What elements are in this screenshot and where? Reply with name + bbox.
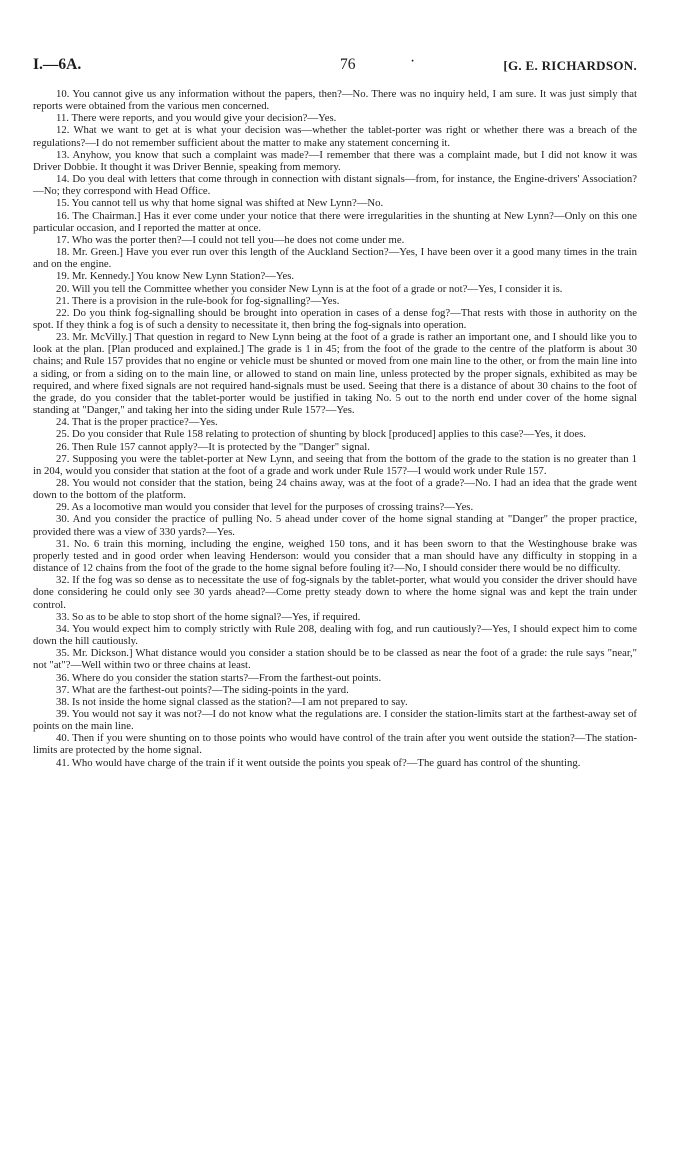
testimony-paragraph: 15. You cannot tell us why that home signal was shifted at New Lynn?—No.: [56, 197, 384, 210]
testimony-paragraph: 39. You would not say it was not?—I do not know what the regulations are. I consider the station-limits start at the farthest-away set of points on the main line.: [33, 707, 637, 733]
testimony-paragraph: 23. Mr. McVilly.] That question in regard to New Lynn being at the foot of a grade is rather an important one, and I should like you to look at the plan. [Plan produced and explained.] The grade is 1 in 45; from the foot of the grade to the centre of the platform is about 30 chains; and Rule 157 provides that no engine or vehicle must be shunted or moved from one main line to the other, or from the main line into a siding, or from a siding on to the main line, or allowed to stand on main line, unless protected by the proper signals, exhibited as may be required, and where fixed signals are not required hand-signals must be used. Seeing that there is a distance of about 30 chains to the foot of the grade, do you consider that the tablet-porter would be justified in taking No. 5 out to the north end under cover of the home signal standing at "Danger," and taking her into the siding under Rule 157?—Yes.: [33, 331, 637, 417]
testimony-paragraph: 20. Will you tell the Committee whether you consider New Lynn is at the foot of a grade or not?—Yes, I consider it is.: [56, 282, 563, 295]
testimony-paragraph: 11. There were reports, and you would give your decision?—Yes.: [56, 112, 337, 125]
witness-name: [G. E. RICHARDSON.: [503, 58, 637, 73]
testimony-paragraph: 38. Is not inside the home signal classed as the station?—I am not prepared to say.: [56, 695, 408, 708]
testimony-paragraph: 34. You would expect him to comply strictly with Rule 208, dealing with fog, and run cautiously?—Yes, I should expect him to come down the hill cautiously.: [33, 622, 637, 648]
testimony-paragraph: 36. Where do you consider the station starts?—From the farthest-out points.: [56, 671, 382, 684]
testimony-paragraph: 40. Then if you were shunting on to those points who would have control of the train after you went outside the station?—The station-limits are protected by the home signal.: [33, 732, 637, 757]
testimony-paragraph: 32. If the fog was so dense as to necessitate the use of fog-signals by the tablet-porter, what would you consider the driver should have done considering he could only see 30 yards ahead?—Come pretty steady down to where the home signal was and kept the train under control.: [33, 574, 637, 611]
testimony-paragraph: 28. You would not consider that the station, being 24 chains away, was at the foot of a grade?—No. I had an idea that the grade went down to the bottom of the platform.: [33, 477, 637, 502]
document-reference: I.—6A.: [33, 56, 82, 73]
testimony-paragraph: 31. No. 6 train this morning, including the engine, weighed 150 tons, and it has been sworn to that the Westinghouse brake was properly tested and in good order when leaving Henderson: would you consider that a man should have any difficulty in stopping in a distance of 12 chains from the foot of the grade to the home signal before fouling it?—No, I should consider there would be no difficulty.: [33, 537, 637, 575]
testimony-paragraph: 18. Mr. Green.] Have you ever run over this length of the Auckland Section?—Yes, I have been over it a good many times in the train and on the engine.: [33, 246, 637, 271]
testimony-paragraph: 27. Supposing you were the tablet-porter at New Lynn, and seeing that from the bottom of the grade to the station is no greater than 1 in 204, would you consider that station at the foot of a grade and work under Rule 157?—I would work under Rule 157.: [33, 452, 637, 477]
page-number: 76: [340, 56, 356, 73]
testimony-paragraph: 21. There is a provision in the rule-book for fog-signalling?—Yes.: [56, 294, 340, 307]
testimony-paragraph: 10. You cannot give us any information without the papers, then?—No. There was no inquiry held, I am sure. It was just simply that reports were obtained from the various men concerned.: [33, 88, 637, 113]
testimony-paragraph: 41. Who would have charge of the train if it went outside the points you speak of?—The guard has control of the shunting.: [56, 756, 581, 769]
document-page: [33, 53, 637, 769]
testimony-paragraph: 35. Mr. Dickson.] What distance would you consider a station should be to be classed as near the foot of a grade: the rule says "near," not "at"?—Well within two or three chains at least.: [33, 647, 637, 672]
testimony-paragraph: 33. So as to be able to stop short of the home signal?—Yes, if required.: [56, 610, 361, 623]
testimony-paragraph: 13. Anyhow, you know that such a complaint was made?—I remember that there was a complaint made, but I did not know it was Driver Dobbie. It thought it was Driver Bennie, speaking from memory.: [33, 148, 637, 173]
testimony-paragraph: 30. And you consider the practice of pulling No. 5 ahead under cover of the home signal standing at "Danger" the proper practice, provided there was a view of 330 yards?—Yes.: [33, 513, 637, 538]
testimony-paragraph: 24. That is the proper practice?—Yes.: [56, 416, 218, 429]
header-dot: ·: [410, 53, 416, 70]
testimony-paragraph: 14. Do you deal with letters that come through in connection with distant signals—from, for instance, the Engine-drivers' Association?—No; they correspond with Head Office.: [33, 173, 637, 198]
testimony-paragraph: 19. Mr. Kennedy.] You know New Lynn Station?—Yes.: [56, 270, 295, 283]
testimony-paragraph: 22. Do you think fog-signalling should be brought into operation in cases of a dense fog?—That rests with those in authority on the spot. If they think a fog is of such a density to necessitate it, then bring the fog-signals into operation.: [33, 306, 637, 331]
testimony-paragraph: 17. Who was the porter then?—I could not tell you—he does not come under me.: [56, 233, 405, 246]
testimony-body: [33, 88, 637, 769]
testimony-paragraph: 16. The Chairman.] Has it ever come under your notice that there were irregularities in the shunting at New Lynn?—Only on this one particular occasion, and I reported the matter at once.: [33, 209, 637, 234]
page-header: [33, 53, 637, 78]
testimony-paragraph: 29. As a locomotive man would you consider that level for the purposes of crossing trains?—Yes.: [56, 501, 474, 514]
testimony-paragraph: 25. Do you consider that Rule 158 relating to protection of shunting by block [produced] applies to this case?—Yes, it does.: [56, 428, 586, 441]
testimony-paragraph: 26. Then Rule 157 cannot apply?—It is protected by the "Danger" signal.: [56, 440, 370, 453]
testimony-paragraph: 37. What are the farthest-out points?—The siding-points in the yard.: [56, 683, 349, 696]
testimony-paragraph: 12. What we want to get at is what your decision was—whether the tablet-porter was right or whether there was a breach of the regulations?—I do not remember sufficient about the matter to make any statement concerning it.: [33, 124, 637, 149]
